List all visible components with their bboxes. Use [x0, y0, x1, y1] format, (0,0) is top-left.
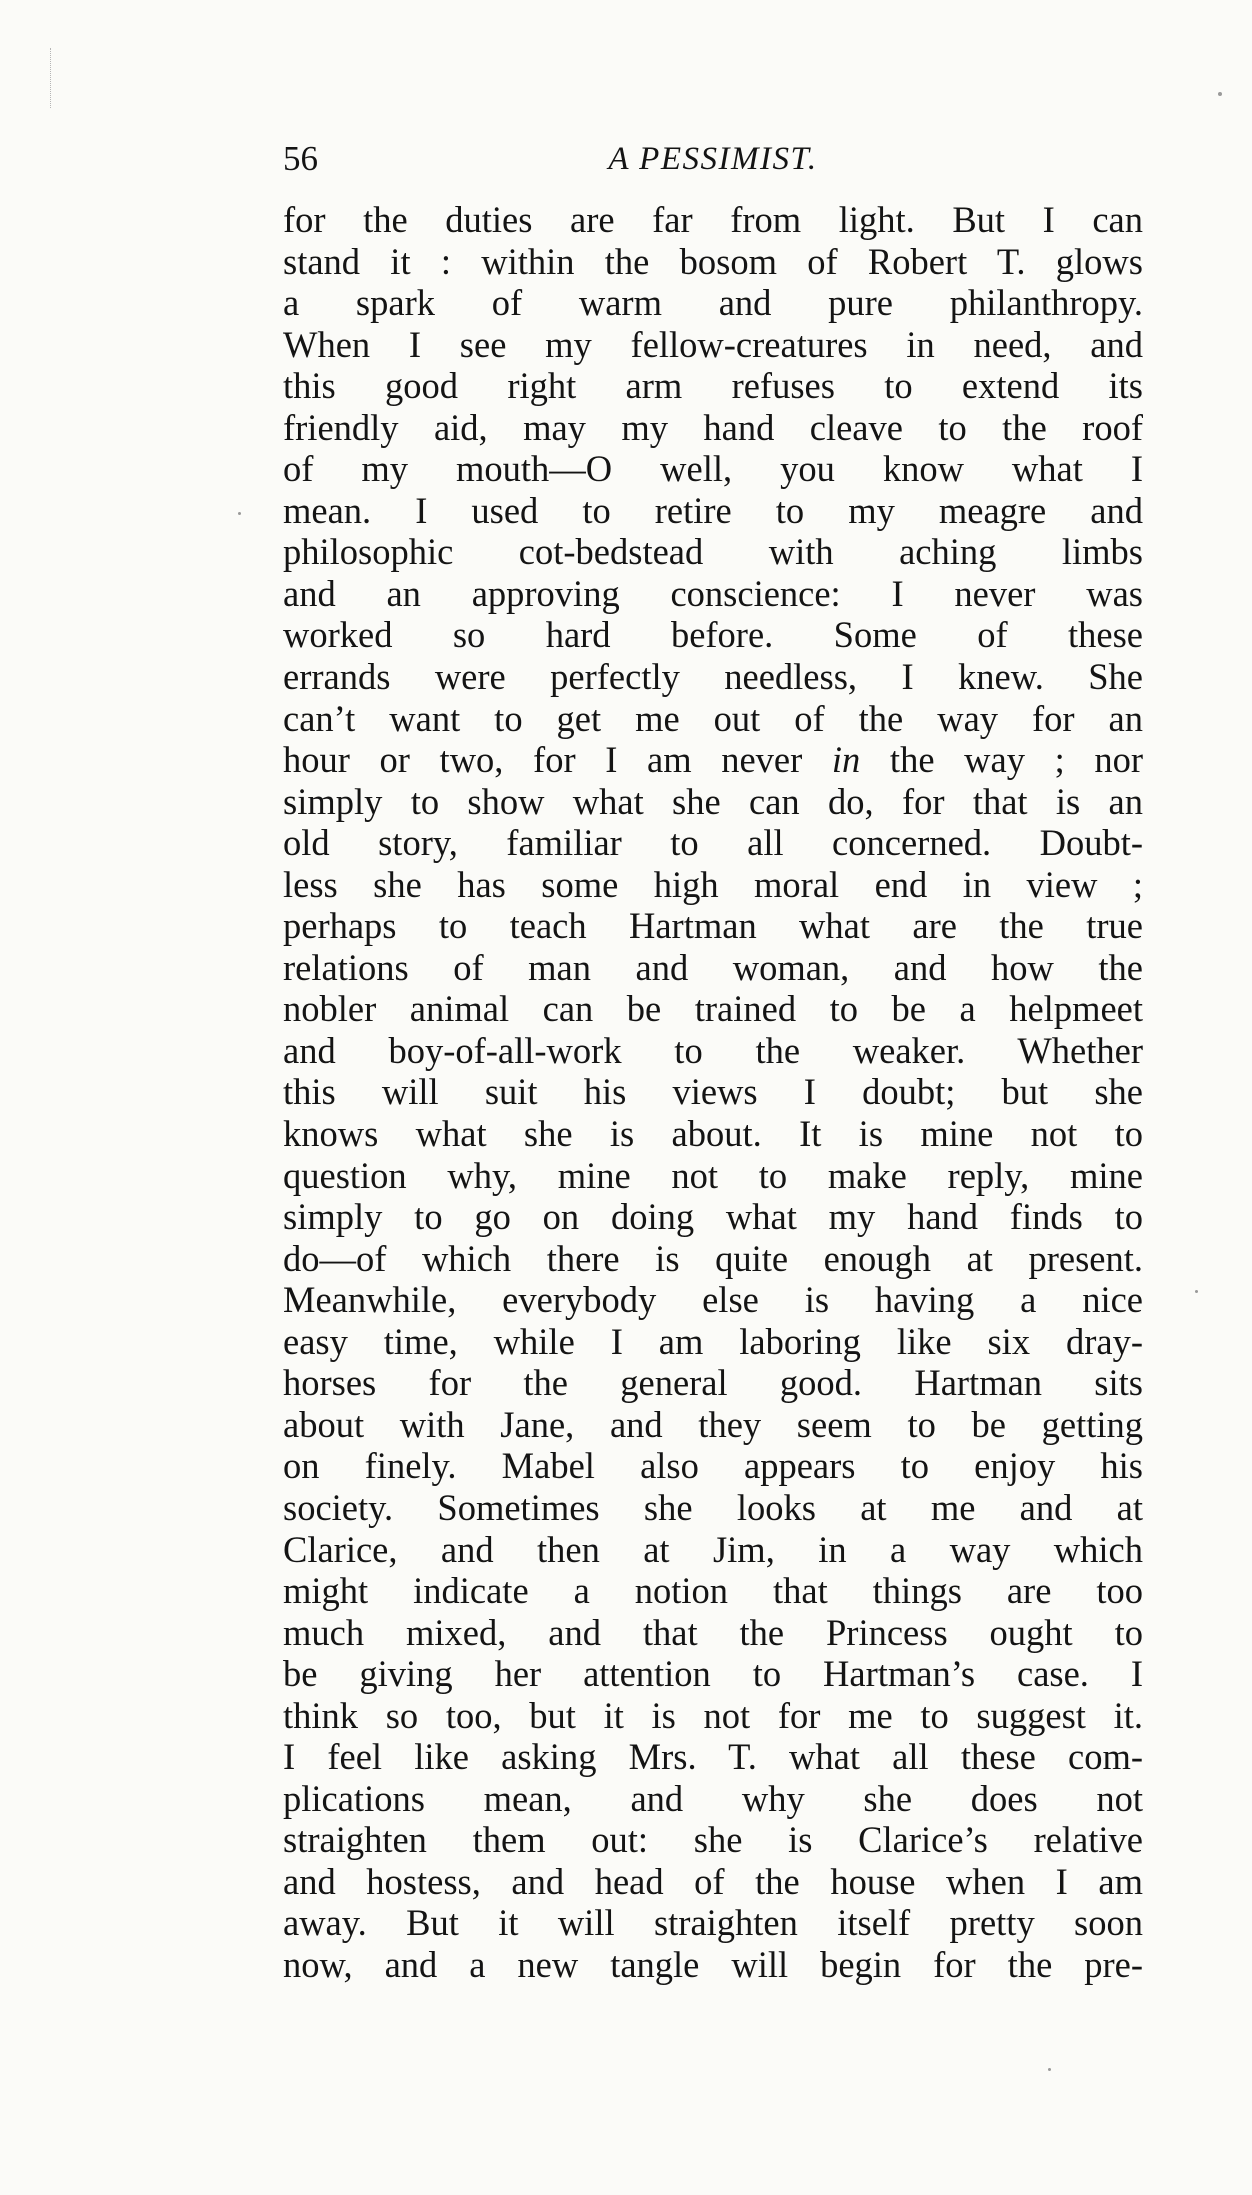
text-segment: the way ; nor [860, 739, 1143, 781]
text-line: think so too, but it is not for me to suggest it. [283, 1694, 1143, 1736]
body-text [283, 199, 1143, 1986]
text-line [283, 739, 1143, 781]
text-line: and hostess, and head of the house when I am [283, 1860, 1143, 1902]
text-line: Meanwhile, everybody else is having a nice [283, 1279, 1143, 1321]
text-line: I feel like asking Mrs. T. what all these com- [283, 1736, 1143, 1778]
text-line: much mixed, and that the Princess ought to [283, 1611, 1143, 1653]
text-line: of my mouth—O well, you know what I [283, 448, 1143, 490]
text-line: nobler animal can be trained to be a helpmeet [283, 988, 1143, 1030]
text-line: away. But it will straighten itself pretty soon [283, 1902, 1143, 1944]
text-line: philosophic cot-bedstead with aching limbs [283, 531, 1143, 573]
text-line: errands were perfectly needless, I knew. She [283, 656, 1143, 698]
text-line: horses for the general good. Hartman sits [283, 1362, 1143, 1404]
text-line: less she has some high moral end in view ; [283, 863, 1143, 905]
text-line: society. Sometimes she looks at me and at [283, 1486, 1143, 1528]
text-line: this will suit his views I doubt; but she [283, 1071, 1143, 1113]
text-line: mean. I used to retire to my meagre and [283, 489, 1143, 531]
text-line: now, and a new tangle will begin for the pre- [283, 1943, 1143, 1985]
running-title: A PESSIMIST. [608, 141, 818, 177]
text-line: on finely. Mabel also appears to enjoy his [283, 1445, 1143, 1487]
text-line: simply to go on doing what my hand finds to [283, 1196, 1143, 1238]
dust-speck [1195, 1290, 1198, 1293]
text-line: for the duties are far from light. But I can [283, 199, 1143, 240]
margin-mark [50, 48, 53, 108]
dust-speck [238, 512, 241, 515]
text-line: perhaps to teach Hartman what are the true [283, 905, 1143, 947]
text-line: a spark of warm and pure philanthropy. [283, 282, 1143, 324]
text-line: question why, mine not to make reply, mine [283, 1154, 1143, 1196]
text-line: do—of which there is quite enough at present. [283, 1237, 1143, 1279]
italic-word: in [831, 739, 861, 781]
text-line: Clarice, and then at Jim, in a way which [283, 1528, 1143, 1570]
text-line: about with Jane, and they seem to be getting [283, 1403, 1143, 1445]
text-line: When I see my fellow-creatures in need, and [283, 323, 1143, 365]
text-line: simply to show what she can do, for that is an [283, 780, 1143, 822]
text-line: stand it : within the bosom of Robert T. glows [283, 240, 1143, 282]
dust-speck [1048, 2068, 1051, 2071]
dust-speck [1218, 92, 1222, 96]
text-line: this good right arm refuses to extend its [283, 365, 1143, 407]
text-line: friendly aid, may my hand cleave to the roof [283, 406, 1143, 448]
text-line: worked so hard before. Some of these [283, 614, 1143, 656]
text-line: plications mean, and why she does not [283, 1777, 1143, 1819]
text-line: can’t want to get me out of the way for an [283, 697, 1143, 739]
text-segment: hour or two, for I am never [283, 739, 832, 781]
text-line: and an approving conscience: I never was [283, 572, 1143, 614]
text-line: might indicate a notion that things are too [283, 1570, 1143, 1612]
text-line: relations of man and woman, and how the [283, 946, 1143, 988]
text-line: be giving her attention to Hartman’s case. I [283, 1653, 1143, 1695]
text-line: old story, familiar to all concerned. Doubt- [283, 822, 1143, 864]
text-line: easy time, while I am laboring like six dray- [283, 1320, 1143, 1362]
page-number: 56 [283, 139, 318, 178]
page-header [283, 136, 1143, 182]
text-line: straighten them out: she is Clarice’s relative [283, 1819, 1143, 1861]
text-line: and boy-of-all-work to the weaker. Whether [283, 1029, 1143, 1071]
text-line: knows what she is about. It is mine not to [283, 1113, 1143, 1155]
